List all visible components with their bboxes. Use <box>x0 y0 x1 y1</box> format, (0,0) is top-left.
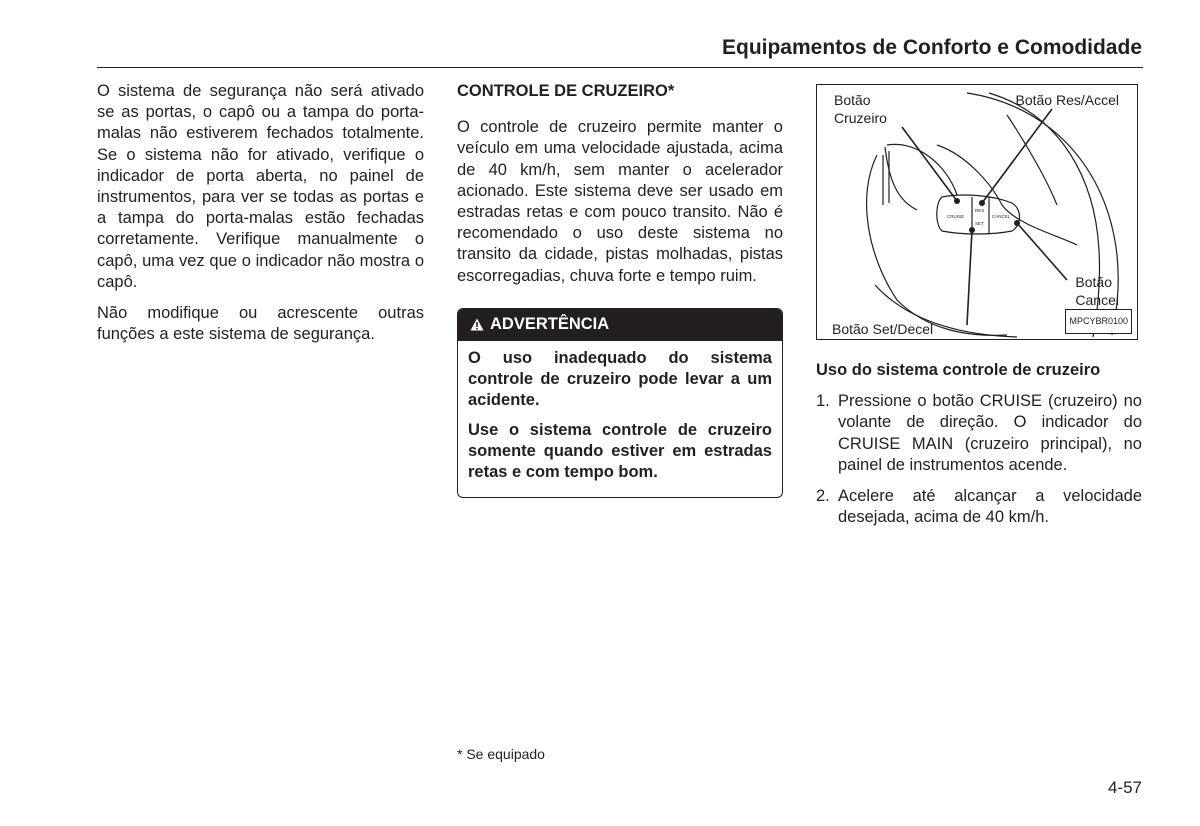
usage-steps <box>816 391 1142 528</box>
steering-wheel-figure <box>816 84 1138 340</box>
warning-paragraph-1: O uso inadequado do sistema controle de cruzeiro pode levar a um acidente. <box>468 349 772 410</box>
switch-cruise-text: CRUISE <box>947 214 965 219</box>
warning-body <box>458 341 782 497</box>
label-cancel-line-2: Cancel <box>1075 292 1119 308</box>
label-cruise-line-1: Botão <box>834 92 871 108</box>
step-number: 2. <box>816 487 830 506</box>
security-paragraph-1: O sistema de segurança não será ativado se as portas, o capô ou a tampa do porta-malas não estiverem fechados totalmente. Se o sistema não for ativado, verifique o indicador de porta aberta, no painel de instrumentos, para ver se todas as portas e a tampa do porta-malas estão fechadas corretamente. Verifique manualmente o capô, uma vez que o indicador não mostra o capô. <box>97 82 424 291</box>
label-set-decel-button: Botão Set/Decel <box>832 321 934 337</box>
warning-title: ADVERTÊNCIA <box>490 314 610 333</box>
page-number: 4-57 <box>1107 778 1142 797</box>
column-1 <box>97 81 424 355</box>
label-cancel-line-1: Botão <box>1075 274 1112 290</box>
label-cruise-button <box>834 91 887 127</box>
step-number: 1. <box>816 392 830 411</box>
page-header-title: Equipamentos de Conforto e Comodidade <box>721 36 1142 59</box>
cruise-control-heading: CONTROLE DE CRUZEIRO* <box>457 82 675 100</box>
column-3 <box>816 81 1142 538</box>
warning-header <box>458 309 782 341</box>
warning-triangle-icon <box>470 318 484 331</box>
security-paragraph-2: Não modifique ou acrescente outras funções a este sistema de segurança. <box>97 304 424 344</box>
list-item <box>816 486 1142 528</box>
cruise-control-intro: O controle de cruzeiro permite manter o veículo em uma velocidade ajustada, acima de 40 km/h, sem manter o acelerador acionado. Este sistema deve ser usado em estradas retas e com pouco transito. Não é recomendado o uso deste sistema no transito da cidade, pistas molhadas, pistas escorregadias, chuva forte e tempo ruim. <box>457 118 783 285</box>
usage-subheading: Uso do sistema controle de cruzeiro <box>816 361 1101 379</box>
label-cruise-line-2: Cruzeiro <box>834 110 887 126</box>
switch-cancel-text: CANCEL <box>992 214 1011 219</box>
step-text: Pressione o botão CRUISE (cruzeiro) no volante de direção. O indicador do CRUISE MAIN (cruzeiro principal), no painel de instrumentos acende. <box>838 392 1142 474</box>
switch-res-text: RES <box>975 208 985 213</box>
figure-code: MPCYBR0100 <box>1065 309 1132 334</box>
header-divider <box>97 67 1143 68</box>
label-res-accel-button: Botão Res/Accel <box>1015 92 1119 108</box>
column-2 <box>457 81 783 498</box>
warning-box <box>457 308 783 498</box>
warning-paragraph-2: Use o sistema controle de cruzeiro somente quando estiver em estradas retas e com tempo bom. <box>468 420 772 482</box>
step-text: Acelere até alcançar a velocidade desejada, acima de 40 km/h. <box>838 487 1142 527</box>
label-cancel-button <box>1075 273 1119 309</box>
switch-set-text: SET <box>975 221 984 226</box>
list-item <box>816 391 1142 476</box>
footnote: * Se equipado <box>457 746 545 762</box>
